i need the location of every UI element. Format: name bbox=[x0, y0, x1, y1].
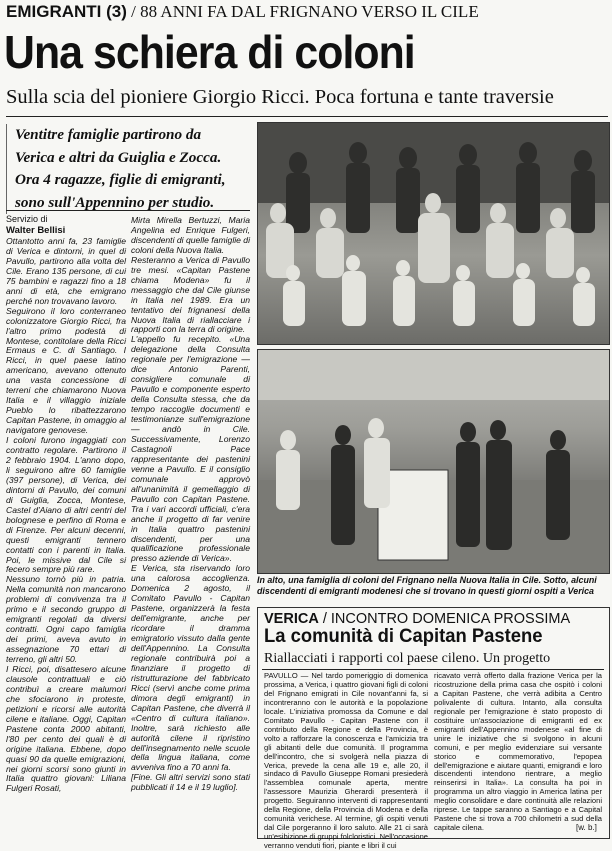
paragraph: Mirta Mirella Bertuzzi, Maria Angelina ed Enrique Fulgeri, discendenti di quelle famiglie di coloni della Nuova Italia. bbox=[131, 215, 250, 255]
photo-caption: In alto, una famiglia di coloni del Frignano nella Nuova Italia in Cile. Sotto, alcuni discendenti di emigranti modenesi che si trovano in questi giorni ospiti a Verica bbox=[257, 575, 597, 596]
sidebar-subtitle: Riallacciati i rapporti col paese cileno. Un progetto bbox=[264, 651, 551, 666]
header-rule bbox=[6, 116, 608, 117]
sidebar-kicker-place: VERICA bbox=[264, 611, 319, 627]
sidebar-column-2: ricavato verrà offerto dalla frazione Verica per la ricostruzione della prima casa che ospitò i coloni a Capitan Pastene, che verrà adibita a Centro polivalente di cultura. Intanto, alla consulta regionale per l'emigrazione è stato proposto di costituire un'associazione di emigranti ed ex emigranti dell'Appennino modenese «al fine di unire le iniziative che si svolgono in alcuni comuni, e per meglio evidenziare sui versante storico e commemorativo, l'epopea dell'emigrazione e aiutare quanti, emigrandi e loro discendenti intendono rientrare, a meglio reinserirsi in Italia». La consulta ha poi in programma un altro viaggio in America latina per meglio consolidare e dare continuità alle relazioni riprese. Le tappe saranno a Santiago e a Capital Pastene che si trova a 700 chilometri a sud della capitale cilena. bbox=[434, 671, 602, 833]
sidebar-kicker bbox=[264, 611, 570, 627]
paragraph: E Verica, sta riservando loro una calorosa accoglienza. Domenica 2 agosto, il Comitato Pavullo - Capitan Pastene, organizzerà la festa dell'emigrante, anche per ricordare il dramma emigratorio vissuto dalla gente dell'Appennino. La Consulta regionale contribuirà poi a finanziare il progetto di ristrutturazione del fabbricato Ricci (servì anche come prima dimora degli emigranti) in Capitan Pastene, che diverrà il «Centro di cultura italiano». Inoltre, sarà richiesto alle autorità cilene il ripristino dell'insegnamento nelle scuole della lingua italiana, come avveniva fino a 70 anni fa. bbox=[131, 563, 250, 773]
deck-line: sono sull'Appennino per studio. bbox=[15, 193, 215, 211]
sidebar-rule bbox=[262, 669, 604, 670]
family-photo bbox=[257, 122, 610, 345]
byline-label: Servizio di bbox=[6, 214, 48, 224]
page-title: Una schiera di coloni bbox=[4, 26, 415, 78]
deck-line: Ventitre famiglie partirono da bbox=[15, 126, 202, 143]
descendants-photo bbox=[257, 349, 610, 574]
sidebar-column-1: PAVULLO — Nel tardo pomeriggio di domenica prossima, a Verica, i quattro giovani figli di coloni del Frignano emigrati in Cile novant'anni fa, si incontreranno con le autorità e la popolazione locale. L'iniziativa promossa da Comune e dal Comitato Pavullo - Capitan Pastene con il contributo della Regione e della Provincia, è volto a rafforzare la conoscenza e l'amicizia tra gli abitanti delle due comunità. Il programma dell'incontro, che si svolgerà nella piazza di Verica, prevede la cena alle 19 e, alle 20, il sindaco di Pavullo Giuseppe Romani presiederà l'assemblea comunale aperta, mentre l'assessore Maurizia Gherardi presenterà il progetto. Seguiranno interventi di rappresentanti della Regione, della Provincia di Modena e della comunità verichese. Al termine, gli ospiti venuti dal Cile porgeranno il loro saluto. Alle 21 ci sarà un'esibizione di gruppi folcloristici. Nell'occasione verranno venduti fiori, piante e libri il cui bbox=[264, 671, 428, 851]
deck bbox=[6, 124, 259, 214]
paragraph: Ottantotto anni fa, 23 famiglie di Verica e dintorni, in quel di Pavullo, partirono alla volta del Cile. Erano 135 persone, di cui 75 bambini e ragazzi fino a 18 anni di età, che emigrano perché non trovavano lavoro. bbox=[6, 236, 126, 306]
deck-rule bbox=[6, 210, 250, 211]
family-photo-figures bbox=[258, 123, 609, 344]
kicker-series: EMIGRANTI (3) bbox=[6, 2, 127, 21]
paragraph: I Ricci, poi, disattesero alcune clausole contrattuali e ciò contribuì a creare malumori che sfociarono in proteste, petizioni e ricorsi alle autorità cilene e italiane. Oggi, Capitan Pastene conta 2000 abitanti, l'80 per cento dei quali è di origine italiana. Ebbene, dopo quasi 90 da quelle emigrazioni, nei giorni scorsi sono giunti in Italia quattro giovani: Liliana Fulgeri Rosati, bbox=[6, 663, 126, 794]
sidebar-kicker-rest: / INCONTRO DOMENICA PROSSIMA bbox=[318, 611, 571, 627]
paragraph: I coloni furono ingaggiati con contratto regolare. Partirono il 2 febbraio 1904. L'anno dopo, li seguirono altre 60 famiglie (397 persone), di Verica, dei dintorni di Pavullo, dei comuni di Guiglia, Zocca, Montese, Castel d'Aiano di altri centri del bolognese e perfino di Roma e di Firenze. Per alcuni decenni, questi emigranti tennero contatti con i parenti in Italia. Poi, le missive dal Cile si fecero sempre più rare. bbox=[6, 435, 126, 575]
kicker-rest: / 88 ANNI FA DAL FRIGNANO VERSO IL CILE bbox=[126, 2, 479, 21]
kicker bbox=[6, 2, 606, 24]
article-column-2 bbox=[131, 216, 250, 836]
deck-line: Ora 4 ragazze, figlie di emigranti, bbox=[15, 171, 226, 188]
sidebar-title: La comunità di Capitan Pastene bbox=[264, 626, 543, 647]
paragraph: Nessuno tornò più in patria. Nella comunità non mancarono problemi di convivenza tra il primo e il secondo gruppo di emigranti regolati da diversi contratti. Ogni capo famiglia dei primi, aveva avuto in assegnazione 70 ettari di terreno, gli altri 50. bbox=[6, 574, 126, 665]
paragraph: Resteranno a Verica di Pavullo tre mesi. «Capitan Pastene chiama Modena» fu il messaggio che dal Cile giunse in Italia nel 1989. Era un tentativo dei frignanesi della Nuova Italia di riallacciare i rapporti con la terra di origine. bbox=[131, 254, 250, 335]
descendants-photo-figures bbox=[258, 350, 609, 573]
paragraph: Seguirono il loro conterraneo colonizzatore Giorgio Ricci, fra l'altro primo podestà di Montese, contitolare della Ricci Ermaus e C. di Santiago. I Ricci, in quel paese latino americano, avevano ottenuto una vasta concessione di terreni che chiamarono Nuova Italia e il villaggio iniziale Pueblo lo ribattezzarono Capitan Pastene, in omaggio al navigatore genovese. bbox=[6, 305, 126, 436]
article-column-1 bbox=[6, 237, 126, 839]
sidebar-signature: [w. b.] bbox=[576, 823, 597, 832]
paragraph: [Fine. Gli altri servizi sono stati pubblicati il 14 e il 19 luglio]. bbox=[131, 772, 250, 793]
page-subtitle: Sulla scia del pioniere Giorgio Ricci. Poca fortuna e tante traversie bbox=[6, 86, 554, 108]
byline-name: Walter Bellisi bbox=[6, 225, 66, 236]
paragraph: L'appello fu recepito. «Una delegazione della Consulta regionale per l'emigrazione — dice Antonio Parenti, consigliere comunale di Pavullo e componente esperto della Consulta stessa, che da tempo raccoglie documenti e testimonianze sull'emigrazione — andò in Cile. Successivamente, Lorenzo Castagnoli Pace rappresentante dei pastenini venne a Pavullo. E il consiglio comunale approvò all'unanimità il gemellaggio di Pavullo con Capitan Pastene. Tra i vari accordi ufficiali, c'era anche il progetto di far venire in Italia quattro pastenini discendenti, per una qualificazione professionale presso aziende di Verica». bbox=[131, 334, 250, 564]
deck-line: Verica e altri da Guiglia e Zocca. bbox=[15, 148, 222, 166]
